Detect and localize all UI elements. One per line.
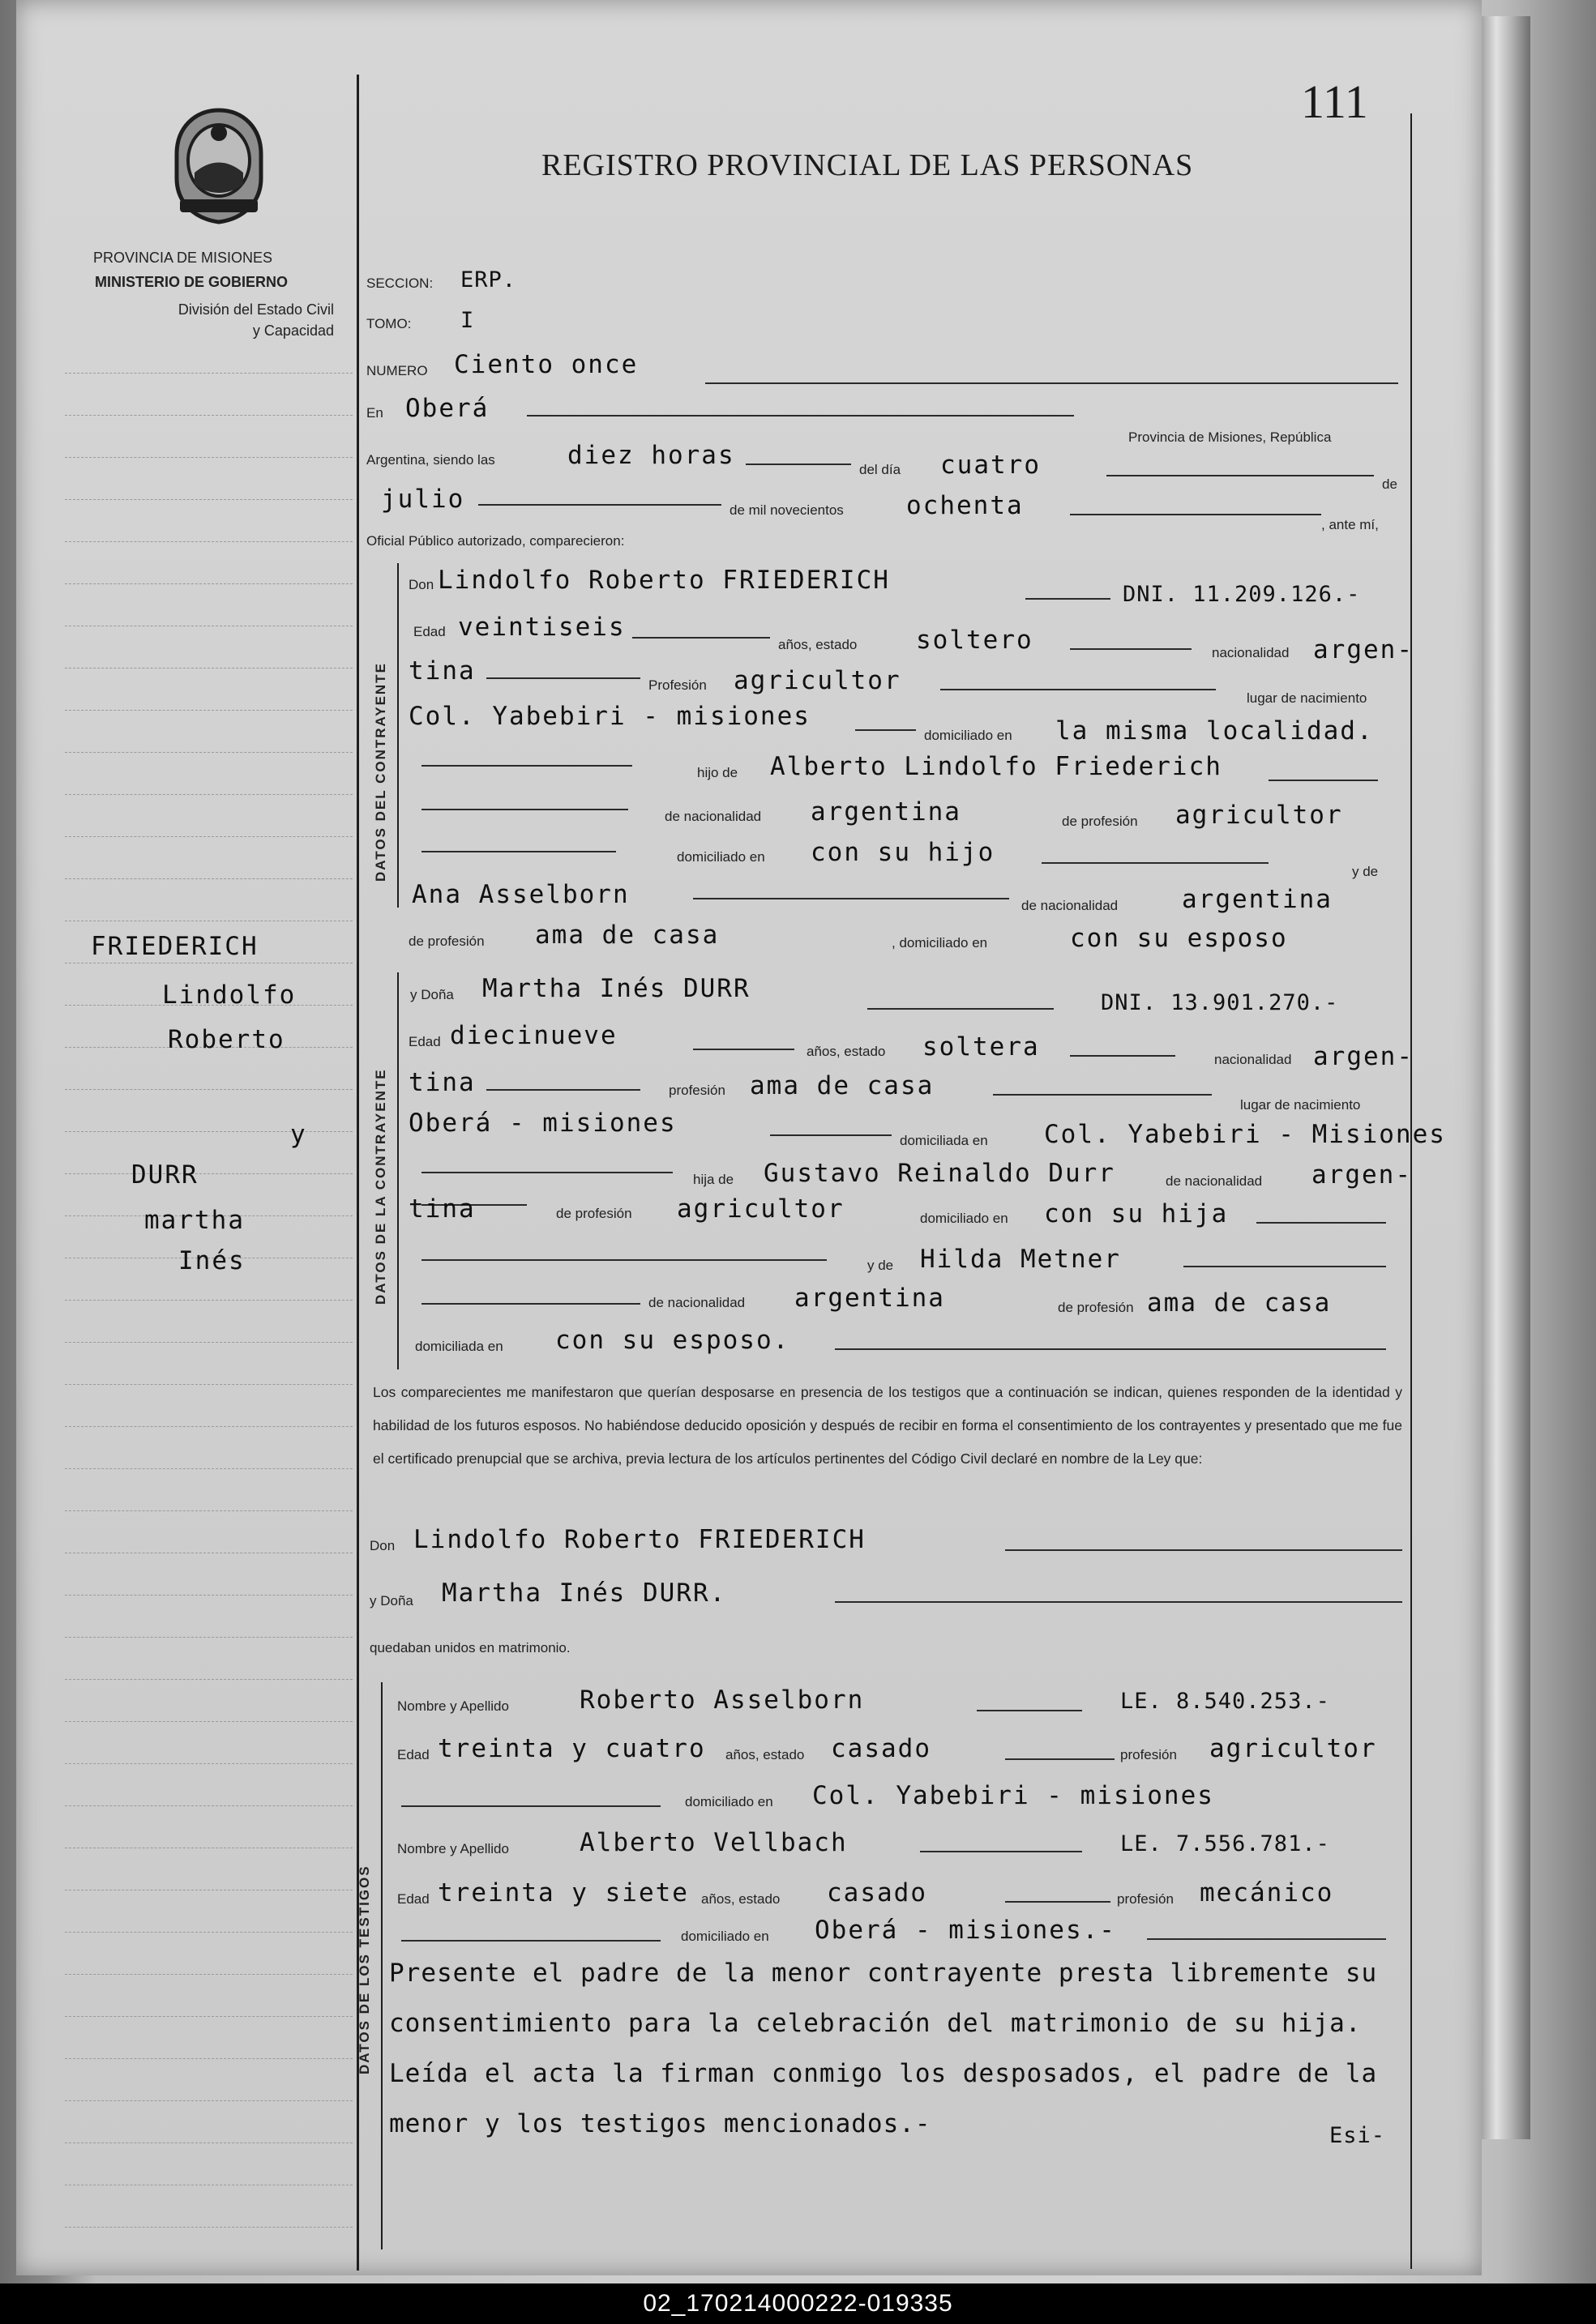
margin-note-name-2: Roberto xyxy=(168,1025,285,1054)
groom-fnac-label: de nacionalidad xyxy=(665,809,762,824)
province-name: PROVINCIA DE MISIONES xyxy=(93,250,273,266)
groom-fprof-label: de profesión xyxy=(1062,814,1138,829)
bride-mprof-value: ama de casa xyxy=(1147,1288,1332,1318)
margin-note-surname-1: FRIEDERICH xyxy=(91,932,259,961)
groom-estado-value: soltero xyxy=(916,626,1033,655)
w1-anios-label: años, estado xyxy=(725,1747,805,1762)
bride-nac-value-a: argen- xyxy=(1313,1042,1414,1071)
w1-nombre-label: Nombre y Apellido xyxy=(397,1698,509,1714)
w1-name: Roberto Asselborn xyxy=(580,1685,865,1715)
groom-prof-value: agricultor xyxy=(734,666,901,695)
margin-ruled-line xyxy=(65,836,353,837)
margin-ruled-line xyxy=(65,1426,353,1427)
groom-fnac-value: argentina xyxy=(811,797,961,827)
bride-prof-label: profesión xyxy=(669,1083,725,1098)
margin-ruled-line xyxy=(65,794,353,795)
bride-fnac-value-b: tina xyxy=(409,1194,476,1224)
groom-edad-label: Edad xyxy=(413,624,446,639)
groom-edad-value: veintiseis xyxy=(458,613,626,642)
margin-ruled-line xyxy=(65,1510,353,1511)
groom-dni: DNI. 11.209.126.- xyxy=(1123,582,1361,607)
groom-mnac-value: argentina xyxy=(1182,885,1333,914)
bride-mdom-label: domiciliada en xyxy=(415,1339,503,1354)
register-title: REGISTRO PROVINCIAL DE LAS PERSONAS xyxy=(541,148,1194,182)
margin-ruled-line xyxy=(65,878,353,879)
margin-ruled-line xyxy=(65,583,353,584)
margin-ruled-line xyxy=(65,541,353,542)
groom-mprof-label: de profesión xyxy=(409,933,485,949)
bride-father: Gustavo Reinaldo Durr xyxy=(764,1159,1115,1188)
decl-don-value: Lindolfo Roberto FRIEDERICH xyxy=(413,1525,866,1554)
ante-label: , ante mí, xyxy=(1321,517,1379,532)
w1-dom-label: domiciliado en xyxy=(685,1794,773,1809)
coat-of-arms-seal xyxy=(162,104,276,225)
groom-father: Alberto Lindolfo Friederich xyxy=(770,752,1222,781)
w1-estado-value: casado xyxy=(831,1734,931,1763)
groom-dom-value: la misma localidad. xyxy=(1055,716,1374,745)
numero-label: NUMERO xyxy=(366,363,428,378)
provincia-label: Provincia de Misiones, República xyxy=(1128,429,1332,445)
w1-prof-value: agricultor xyxy=(1209,1734,1377,1763)
ministry-name: MINISTERIO DE GOBIERNO xyxy=(95,274,289,290)
margin-ruled-line xyxy=(65,2227,353,2228)
groom-prof-label: Profesión xyxy=(648,677,707,693)
en-label: En xyxy=(366,405,383,421)
bride-fnac-label: de nacionalidad xyxy=(1166,1173,1263,1189)
margin-ruled-line xyxy=(65,499,353,500)
groom-mnac-label: de nacionalidad xyxy=(1021,898,1119,913)
margin-ruled-line xyxy=(65,2016,353,2017)
margin-ruled-line xyxy=(65,1131,353,1132)
horas-value: diez horas xyxy=(567,441,735,470)
bride-name: Martha Inés DURR xyxy=(482,974,751,1003)
groom-fdom-label: domiciliado en xyxy=(677,849,765,865)
side-label-witnesses: DATOS DE LOS TESTIGOS xyxy=(357,1865,372,2074)
margin-note-name-3: martha xyxy=(144,1206,245,1235)
bride-fdom-label: domiciliado en xyxy=(920,1211,1008,1226)
bride-mdom-value: con su esposo. xyxy=(555,1326,790,1355)
groom-nac-value-b: tina xyxy=(409,656,476,686)
margin-note-conj: y xyxy=(290,1120,307,1149)
bride-yde-label: y de xyxy=(867,1258,894,1273)
bride-prof-value: ama de casa xyxy=(750,1071,935,1100)
w1-dom-value: Col. Yabebiri - misiones xyxy=(812,1781,1214,1810)
footer-code: 02_170214000222-019335 xyxy=(643,2290,953,2317)
margin-ruled-line xyxy=(65,1384,353,1385)
margin-ruled-line xyxy=(65,1679,353,1680)
bride-dona-label: y Doña xyxy=(410,987,454,1002)
margin-ruled-line xyxy=(65,1637,353,1638)
tomo-value: I xyxy=(460,308,475,333)
groom-lugar-value: Col. Yabebiri - misiones xyxy=(409,702,811,731)
w2-edad-value: treinta y siete xyxy=(438,1878,689,1907)
groom-lugar-label: lugar de nacimiento xyxy=(1247,690,1367,706)
bride-edad-label: Edad xyxy=(409,1034,441,1049)
bride-dni: DNI. 13.901.270.- xyxy=(1101,990,1339,1015)
tomo-label: TOMO: xyxy=(366,316,412,331)
margin-ruled-line xyxy=(65,1468,353,1469)
w2-doc: LE. 7.556.781.- xyxy=(1120,1831,1330,1856)
mil-label: de mil novecientos xyxy=(730,502,844,518)
w2-dom-label: domiciliado en xyxy=(681,1929,769,1944)
w2-anios-label: años, estado xyxy=(701,1891,781,1907)
groom-hijo-label: hijo de xyxy=(697,765,738,780)
margin-ruled-line xyxy=(65,1932,353,1933)
bride-mprof-label: de profesión xyxy=(1058,1300,1134,1315)
book-page-edge xyxy=(1482,16,1530,2139)
bride-mother: Hilda Metner xyxy=(920,1245,1121,1274)
groom-don-label: Don xyxy=(409,577,434,592)
right-rule xyxy=(1410,113,1412,2269)
division-line-1: División del Estado Civil xyxy=(178,301,334,318)
margin-ruled-line xyxy=(65,1805,353,1806)
bride-lugar-value: Oberá - misiones xyxy=(409,1109,677,1138)
side-label-groom: DATOS DEL CONTRAYENTE xyxy=(373,662,388,882)
margin-ruled-line xyxy=(65,668,353,669)
w2-nombre-label: Nombre y Apellido xyxy=(397,1841,509,1856)
w2-name: Alberto Vellbach xyxy=(580,1828,848,1857)
bride-estado-value: soltera xyxy=(922,1032,1040,1062)
observation-end-mark: Esi- xyxy=(1329,2123,1386,2148)
groom-mdom-label: , domiciliado en xyxy=(892,935,988,951)
groom-mdom-value: con su esposo xyxy=(1070,924,1288,953)
decl-don-label: Don xyxy=(370,1538,396,1553)
bride-lugar-label: lugar de nacimiento xyxy=(1240,1097,1361,1113)
w1-edad-label: Edad xyxy=(397,1747,430,1762)
margin-ruled-line xyxy=(65,373,353,374)
margin-ruled-line xyxy=(65,2058,353,2059)
numero-value: Ciento once xyxy=(454,350,639,379)
w2-prof-value: mecánico xyxy=(1200,1878,1334,1907)
decl-closing: quedaban unidos en matrimonio. xyxy=(370,1640,571,1655)
margin-ruled-line xyxy=(65,1300,353,1301)
margin-note-surname-2: DURR xyxy=(131,1160,199,1190)
w1-doc: LE. 8.540.253.- xyxy=(1120,1689,1330,1714)
groom-dom-label: domiciliado en xyxy=(924,728,1012,743)
declaration-text: Los comparecientes me manifestaron que querían desposarse en presencia de los testigos que a continuación se indican, quienes responden de la identidad y habilidad de los futuros esposos. No habiéndose deducido oposición y después de recibir en forma el consentimiento de los contrayentes y presentado que me fue el certificado prenupcial que se archiva, previa lectura de los artículos pertinentes del Código Civil declaré en nombre de la Ley que: xyxy=(373,1384,1402,1467)
w2-estado-value: casado xyxy=(827,1878,927,1907)
bride-anios-label: años, estado xyxy=(807,1044,886,1059)
dia-label: del día xyxy=(859,462,901,477)
bride-fprof-value: agricultor xyxy=(677,1194,845,1224)
margin-ruled-line xyxy=(65,457,353,458)
bride-dom-value: Col. Yabebiri - Misiones xyxy=(1044,1120,1446,1149)
margin-ruled-line xyxy=(65,2100,353,2101)
w1-edad-value: treinta y cuatro xyxy=(438,1734,706,1763)
margin-ruled-line xyxy=(65,1173,353,1174)
w2-dom-value: Oberá - misiones.- xyxy=(815,1916,1116,1945)
groom-mprof-value: ama de casa xyxy=(535,921,720,950)
w1-prof-label: profesión xyxy=(1120,1747,1177,1762)
division-line-2: y Capacidad xyxy=(252,323,334,339)
margin-note-name-4: Inés xyxy=(178,1246,246,1275)
bride-fdom-value: con su hija xyxy=(1044,1199,1229,1228)
observation-note: Presente el padre de la menor contrayente presta libremente su consentimiento para la celebración del matrimonio de su hija. Leída el acta la firman conmigo los desposados, el padre de la menor y los testigos mencionados.- xyxy=(389,1959,1378,2138)
margin-ruled-line xyxy=(65,752,353,753)
bride-nac-label: nacionalidad xyxy=(1214,1052,1292,1067)
groom-nac-value-a: argen- xyxy=(1313,635,1414,664)
en-value: Oberá xyxy=(405,394,490,423)
margin-ruled-line xyxy=(65,2142,353,2143)
groom-fprof-value: agricultor xyxy=(1175,801,1343,830)
margin-ruled-line xyxy=(65,710,353,711)
bride-edad-value: diecinueve xyxy=(450,1021,618,1050)
side-label-bride: DATOS DE LA CONTRAYENTE xyxy=(373,1068,388,1305)
margin-ruled-line xyxy=(65,1974,353,1975)
bride-fprof-label: de profesión xyxy=(556,1206,632,1221)
seccion-label: SECCION: xyxy=(366,276,434,291)
footer-bar xyxy=(0,2283,1596,2324)
groom-mother: Ana Asselborn xyxy=(412,880,630,909)
mes-value: julio xyxy=(381,485,465,514)
margin-ruled-line xyxy=(65,1595,353,1596)
bride-nac-value-b: tina xyxy=(409,1068,476,1097)
groom-yde-label: y de xyxy=(1352,864,1379,879)
decl-dona-value: Martha Inés DURR. xyxy=(442,1579,727,1608)
page-number: 111 xyxy=(1301,75,1368,128)
groom-fdom-value: con su hijo xyxy=(811,838,995,867)
register-page xyxy=(16,0,1482,2275)
groom-nac-label: nacionalidad xyxy=(1212,645,1290,660)
seccion-value: ERP. xyxy=(460,267,517,293)
margin-ruled-line xyxy=(65,1763,353,1764)
bride-mnac-value: argentina xyxy=(794,1284,945,1313)
bride-fnac-value-a: argen- xyxy=(1311,1160,1412,1190)
argentina-label: Argentina, siendo las xyxy=(366,452,495,468)
bride-dom-label: domiciliada en xyxy=(900,1133,988,1148)
groom-name: Lindolfo Roberto FRIEDERICH xyxy=(438,566,890,595)
oficial-label: Oficial Público autorizado, comparecieron: xyxy=(366,533,625,549)
de-label: de xyxy=(1382,476,1397,492)
margin-ruled-line xyxy=(65,1342,353,1343)
decl-dona-label: y Doña xyxy=(370,1593,413,1608)
margin-ruled-line xyxy=(65,415,353,416)
margin-ruled-line xyxy=(65,1089,353,1090)
dia-value: cuatro xyxy=(940,451,1041,480)
groom-anios-label: años, estado xyxy=(778,637,858,652)
margin-ruled-line xyxy=(65,1721,353,1722)
bride-hija-label: hija de xyxy=(693,1172,734,1187)
w2-edad-label: Edad xyxy=(397,1891,430,1907)
w2-prof-label: profesión xyxy=(1117,1891,1174,1907)
bride-mnac-label: de nacionalidad xyxy=(648,1295,746,1310)
anio-value: ochenta xyxy=(906,491,1024,520)
margin-note-name-1: Lindolfo xyxy=(162,980,297,1010)
